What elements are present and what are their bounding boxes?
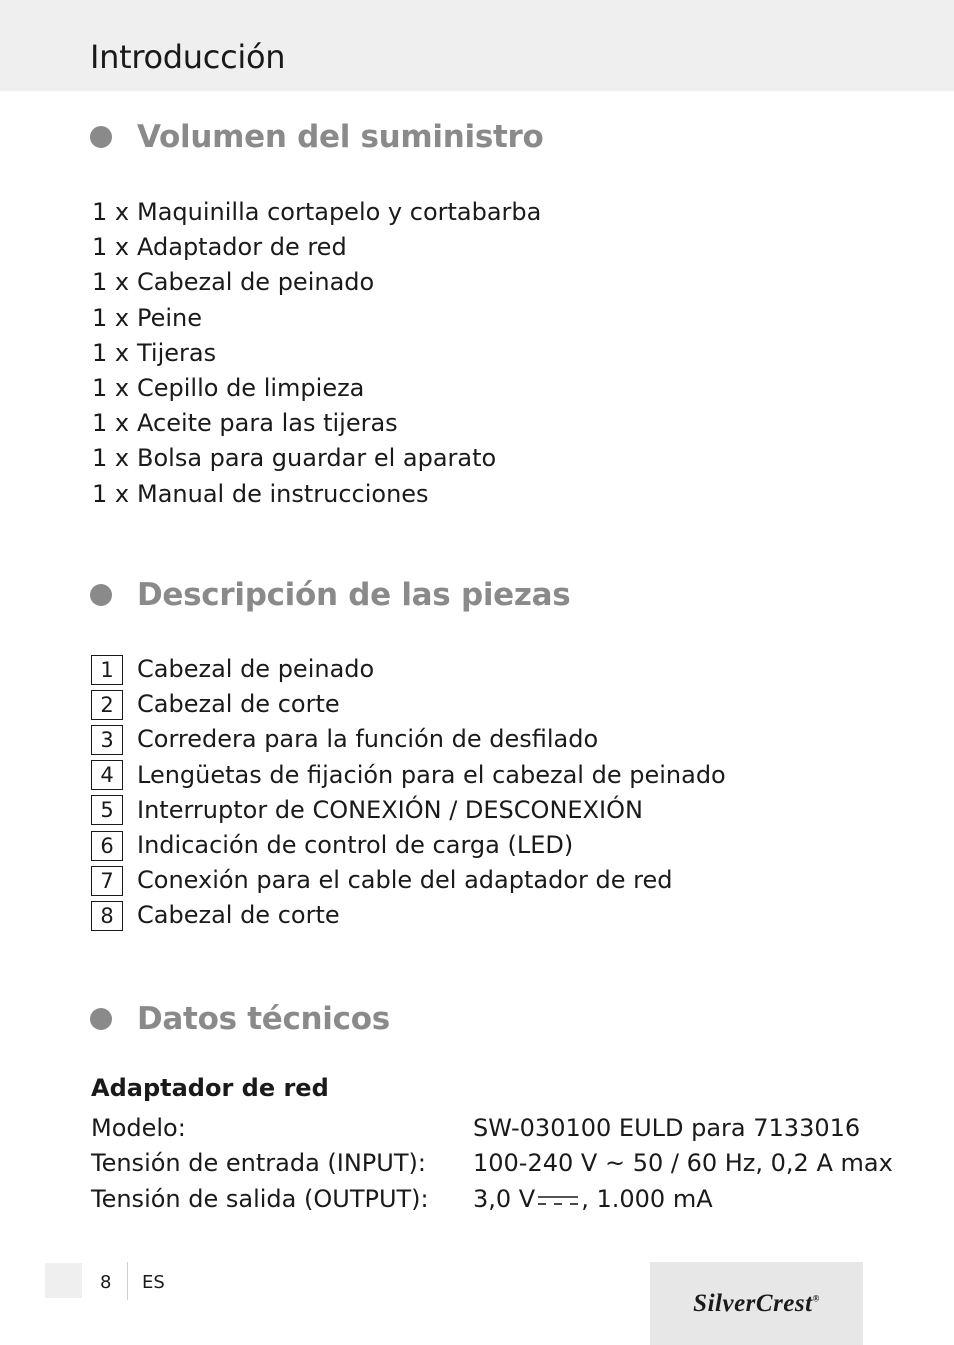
- list-item: [92, 477, 541, 512]
- supply-heading: [90, 119, 544, 155]
- parts-list: [91, 652, 726, 934]
- tech-value: [473, 1185, 713, 1213]
- registered-mark: ®: [812, 1293, 820, 1304]
- tech-row: [91, 1146, 893, 1182]
- page-title: Introducción: [90, 38, 286, 76]
- tech-value: 100-240 V ~ 50 / 60 Hz, 0,2 A max: [473, 1149, 893, 1178]
- part-number: 7: [91, 866, 123, 896]
- tech-label: Tensión de salida (OUTPUT):: [91, 1184, 429, 1213]
- tech-label: Modelo:: [91, 1113, 186, 1142]
- tech-row: [91, 1110, 893, 1146]
- part-number: 3: [91, 725, 123, 755]
- part-number: 5: [91, 795, 123, 825]
- list-item: [92, 230, 541, 265]
- bullet-icon: [90, 126, 112, 148]
- supply-heading-text: Volumen del suministro: [137, 119, 544, 155]
- footer-box: [45, 1263, 82, 1298]
- tech-value: SW-030100 EULD para 7133016: [473, 1113, 861, 1142]
- list-item: [91, 722, 726, 757]
- tech-heading: [90, 1001, 390, 1037]
- tech-value-prefix: 3,0 V: [473, 1184, 536, 1213]
- part-label: Cabezal de peinado: [137, 655, 375, 683]
- list-item: [91, 898, 726, 933]
- part-label: Conexión para el cable del adaptador de red: [137, 866, 673, 895]
- part-label: Corredera para la función de desfilado: [137, 725, 599, 754]
- brand-part1: Silver: [693, 1289, 756, 1317]
- item-label: Peine: [137, 303, 203, 332]
- part-label: Lengüetas de fijación para el cabezal de peinado: [137, 760, 726, 789]
- item-qty: 1 x: [92, 233, 130, 262]
- parts-heading-text: Descripción de las piezas: [137, 577, 571, 613]
- brand-part2: Crest: [755, 1289, 813, 1317]
- list-item: [92, 406, 541, 441]
- brand-box: [650, 1262, 863, 1345]
- tech-row: [91, 1181, 893, 1217]
- part-number: 1: [91, 655, 123, 685]
- list-item: [92, 441, 541, 476]
- brand-logo: [693, 1290, 820, 1318]
- dc-current-icon: [536, 1192, 580, 1208]
- item-label: Manual de instrucciones: [137, 479, 429, 508]
- part-number: 6: [91, 831, 123, 861]
- tech-subheading: Adaptador de red: [91, 1074, 329, 1102]
- footer-divider: [127, 1262, 128, 1300]
- language-code: ES: [142, 1272, 165, 1293]
- list-item: [91, 793, 726, 828]
- supply-list: [92, 195, 541, 512]
- part-label: Indicación de control de carga (LED): [137, 830, 574, 859]
- item-qty: 1 x: [92, 444, 130, 473]
- part-number: 8: [91, 901, 123, 931]
- item-label: Adaptador de red: [137, 233, 347, 262]
- item-label: Maquinilla cortapelo y cortabarba: [137, 198, 542, 226]
- item-qty: 1 x: [92, 338, 130, 367]
- parts-heading: [90, 577, 570, 613]
- item-label: Cepillo de limpieza: [137, 373, 365, 402]
- part-number: 4: [91, 760, 123, 790]
- list-item: [91, 758, 726, 793]
- tech-table: [91, 1110, 893, 1217]
- list-item: [92, 265, 541, 300]
- tech-label: Tensión de entrada (INPUT):: [91, 1149, 426, 1178]
- list-item: [91, 652, 726, 687]
- part-label: Cabezal de corte: [137, 901, 340, 930]
- tech-value-suffix: , 1.000 mA: [581, 1184, 713, 1213]
- part-label: Interruptor de CONEXIÓN / DESCONEXIÓN: [137, 795, 643, 824]
- bullet-icon: [90, 1008, 112, 1030]
- item-label: Aceite para las tijeras: [137, 409, 398, 438]
- item-label: Tijeras: [137, 338, 217, 367]
- list-item: [91, 828, 726, 863]
- list-item: [92, 301, 541, 336]
- page-number: 8: [100, 1272, 112, 1293]
- bullet-icon: [90, 584, 112, 606]
- part-label: Cabezal de corte: [137, 690, 340, 719]
- item-qty: 1 x: [92, 303, 130, 332]
- item-qty: 1 x: [92, 479, 130, 508]
- list-item: [92, 371, 541, 406]
- list-item: [91, 687, 726, 722]
- item-qty: 1 x: [92, 373, 130, 402]
- part-number: 2: [91, 690, 123, 720]
- list-item: [92, 195, 541, 230]
- list-item: [91, 863, 726, 898]
- list-item: [92, 336, 541, 371]
- item-label: Cabezal de peinado: [137, 268, 375, 297]
- item-qty: 1 x: [92, 409, 130, 438]
- item-qty: 1 x: [92, 268, 130, 297]
- tech-heading-text: Datos técnicos: [137, 1001, 390, 1037]
- item-qty: 1 x: [92, 198, 130, 226]
- item-label: Bolsa para guardar el aparato: [137, 444, 497, 473]
